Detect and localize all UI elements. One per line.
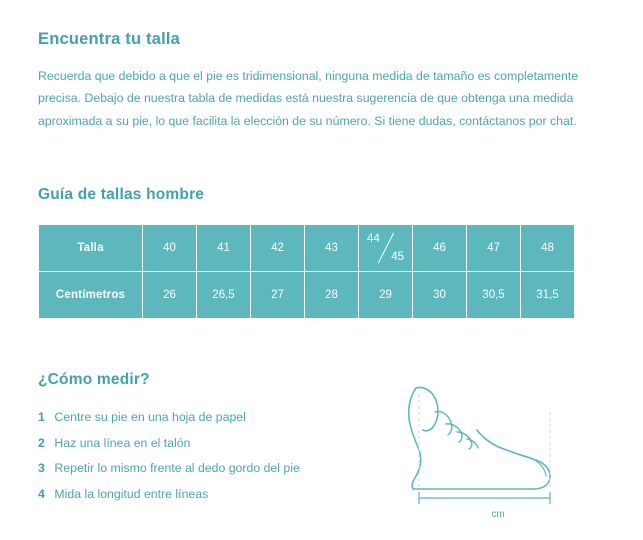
- table-cell-cm: 31,5: [521, 272, 575, 319]
- table-cell-cm: 26,5: [197, 272, 251, 319]
- foot-icon: [383, 382, 613, 507]
- row-header-size: Talla: [39, 225, 143, 272]
- table-cell-size: 41: [197, 225, 251, 272]
- foot-measurement-illustration: [383, 382, 613, 522]
- table-cell-cm: 29: [359, 272, 413, 319]
- page-title: Encuentra tu talla: [38, 30, 181, 48]
- table-cell-size: 48: [521, 225, 575, 272]
- size-table: [38, 224, 575, 319]
- measurement-unit-label: cm: [491, 509, 505, 520]
- table-cell-size: 46: [413, 225, 467, 272]
- split-size-bottom: 45: [391, 251, 404, 264]
- split-size-wrapper: [359, 225, 412, 271]
- step-text: Centre su pie en una hoja de papel: [54, 410, 246, 425]
- step-text: Repetir lo mismo frente al dedo gordo del pie: [54, 461, 300, 476]
- step-text: Mida la longitud entre líneas: [54, 486, 209, 501]
- step-number: 2: [38, 435, 45, 450]
- table-cell-size: 40: [143, 225, 197, 272]
- step-number: 3: [38, 461, 45, 476]
- table-cell-cm: 30: [413, 272, 467, 319]
- split-size-top: 44: [367, 233, 380, 246]
- step-text: Haz una línea en el talón: [54, 435, 191, 450]
- step-number: 4: [38, 486, 45, 501]
- table-row-sizes: [39, 225, 575, 272]
- table-cell-cm: 26: [143, 272, 197, 319]
- intro-paragraph: Recuerda que debido a que el pie es tridimensional, ninguna medida de tamaño es completamente precisa. Debajo de nuestra tabla de medidas está nuestra sugerencia de que obtenga una medida aproximada a su pie, lo que facilita la elección de su número. Si tiene dudas, contáctanos por chat.: [38, 69, 579, 128]
- table-cell-cm: 30,5: [467, 272, 521, 319]
- step-number: 1: [38, 410, 45, 425]
- how-to-measure-title: ¿Cómo medir?: [38, 371, 150, 389]
- table-cell-size-split: [359, 225, 413, 272]
- table-cell-cm: 28: [305, 272, 359, 319]
- table-cell-cm: 27: [251, 272, 305, 319]
- row-header-centimeters: Centímetros: [39, 272, 143, 319]
- table-row-centimeters: [39, 272, 575, 319]
- table-cell-size: 43: [305, 225, 359, 272]
- table-cell-size: 42: [251, 225, 305, 272]
- size-guide-title: Guía de tallas hombre: [38, 186, 205, 204]
- table-cell-size: 47: [467, 225, 521, 272]
